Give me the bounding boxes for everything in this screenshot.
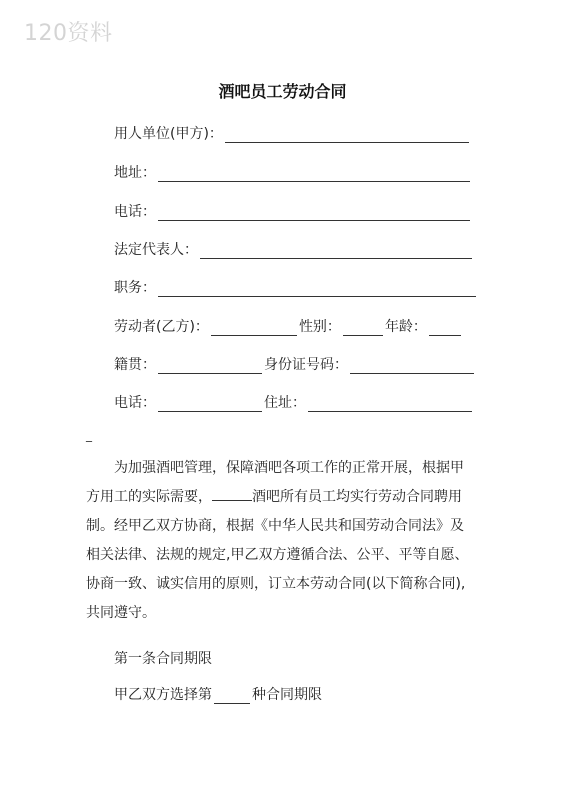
phone2-blank[interactable] [158,397,262,412]
legal-rep-blank[interactable] [200,244,472,259]
id-number-label: 身份证号码： [264,357,348,373]
phone-field [114,201,472,221]
native-place-blank[interactable] [158,359,262,374]
paragraph-line: 为加强酒吧管理，保障酒吧各项工作的正常开展，根据甲 [114,460,464,476]
position-label: 职务： [114,280,156,296]
employer-label: 用人单位(甲方)： [114,126,223,142]
employer-field [114,123,471,143]
legal-rep-label: 法定代表人： [114,242,198,258]
employer-blank[interactable] [225,128,469,143]
residence-blank[interactable] [308,397,472,412]
age-blank[interactable] [429,321,461,336]
article-text-suffix: 种合同期限 [252,687,322,703]
paragraph-line: 相关法律、法规的规定,甲乙双方遵循合法、公平、平等自愿、 [86,547,469,563]
phone-label: 电话： [114,204,156,220]
paragraph-text: 方用工的实际需要， [86,489,212,505]
position-field [114,277,478,297]
address-field [114,162,472,182]
watermark-logo: 120资料 [24,21,113,46]
worker-blank[interactable] [211,321,297,336]
stray-underscore: _ [86,428,92,442]
residence-label: 住址： [264,395,306,411]
gender-label: 性别： [298,319,341,335]
worker-label: 劳动者(乙方)： [114,319,209,335]
position-blank[interactable] [158,282,476,297]
phone2-field [114,392,474,412]
article-text-prefix: 甲乙双方选择第 [114,687,212,703]
paragraph-line [86,483,482,512]
paragraph-text: 酒吧所有员工均实行劳动合同聘用 [252,489,462,505]
native-place-label: 籍贯： [114,357,156,373]
paragraph-line: 协商一致、诚实信用的原则，订立本劳动合同(以下简称合同), [86,576,466,592]
phone2-label: 电话： [114,395,156,411]
article-text [114,684,322,704]
address-blank[interactable] [158,167,470,182]
article-heading: 第一条合同期限 [114,651,212,667]
paragraph-line: 制。经甲乙双方协商，根据《中华人民共和国劳动合同法》及 [86,518,464,534]
native-place-field [114,354,476,374]
address-label: 地址： [114,165,156,181]
age-label: 年龄： [384,319,427,335]
gender-blank[interactable] [343,321,383,336]
id-number-blank[interactable] [350,359,474,374]
paragraph-line: 共同遵守。 [86,605,156,621]
document-title: 酒吧员工劳动合同 [218,82,347,101]
term-type-blank[interactable] [214,689,250,704]
legal-rep-field [114,239,474,259]
worker-field [114,316,463,336]
preamble-paragraph [86,454,482,628]
phone-blank[interactable] [158,206,470,221]
company-blank[interactable] [212,486,252,501]
